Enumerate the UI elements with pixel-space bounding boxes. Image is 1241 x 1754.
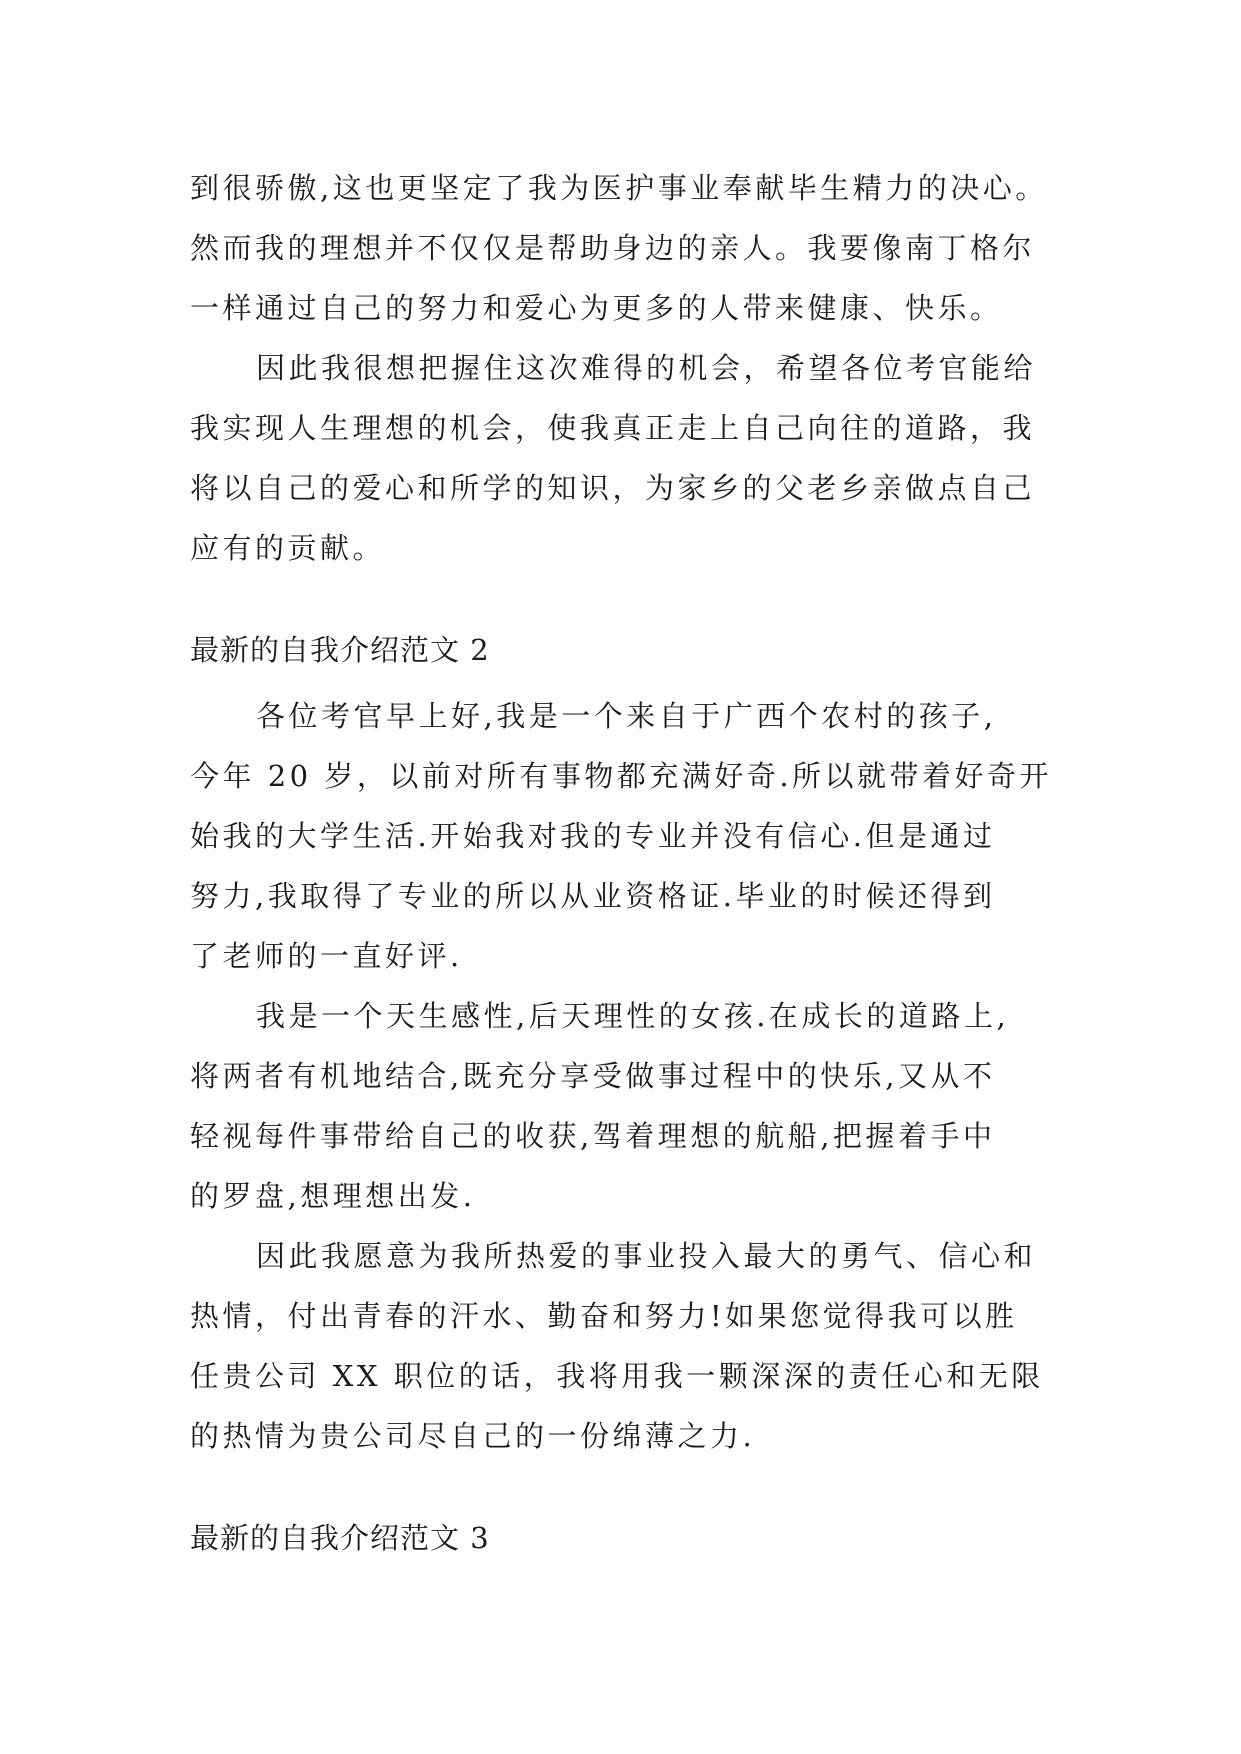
paragraph-line: 轻视每件事带给自己的收获,驾着理想的航船,把握着手中 xyxy=(190,1119,996,1153)
paragraph-line: 我是一个天生感性,后天理性的女孩.在成长的道路上, xyxy=(256,999,1010,1033)
paragraph-line: 一样通过自己的努力和爱心为更多的人带来健康、快乐。 xyxy=(190,291,1003,325)
paragraph-line: 我实现人生理想的机会，使我真正走上自己向往的道路，我 xyxy=(190,411,1036,445)
paragraph-line: 努力,我取得了专业的所以从业资格证.毕业的时候还得到 xyxy=(190,879,996,913)
paragraph-line: 始我的大学生活.开始我对我的专业并没有信心.但是通过 xyxy=(190,819,996,853)
section-heading: 最新的自我介绍范文 2 xyxy=(190,633,490,667)
paragraph-line: 的热情为贵公司尽自己的一份绵薄之力. xyxy=(190,1419,756,1453)
paragraph-line: 各位考官早上好,我是一个来自于广西个农村的孩子, xyxy=(256,699,997,733)
paragraph-line: 因此我很想把握住这次难得的机会，希望各位考官能给 xyxy=(256,351,1037,385)
paragraph-line: 今年 20 岁，以前对所有事物都充满好奇.所以就带着好奇开 xyxy=(190,759,1053,793)
paragraph-line: 任贵公司 XX 职位的话，我将用我一颗深深的责任心和无限 xyxy=(190,1359,1044,1393)
paragraph-line: 应有的贡献。 xyxy=(190,531,386,565)
paragraph-line: 热情，付出青春的汗水、勤奋和努力!如果您觉得我可以胜 xyxy=(190,1299,1018,1333)
paragraph-line: 了老师的一直好评. xyxy=(190,939,463,973)
paragraph-line: 将两者有机地结合,既充分享受做事过程中的快乐,又从不 xyxy=(190,1059,996,1093)
paragraph-line: 将以自己的爱心和所学的知识，为家乡的父老乡亲做点自己 xyxy=(190,471,1036,505)
paragraph-line: 然而我的理想并不仅仅是帮助身边的亲人。我要像南丁格尔 xyxy=(190,231,1036,265)
section-heading: 最新的自我介绍范文 3 xyxy=(190,1521,490,1555)
paragraph-line: 因此我愿意为我所热爱的事业投入最大的勇气、信心和 xyxy=(256,1239,1037,1273)
paragraph-line: 的罗盘,想理想出发. xyxy=(190,1179,476,1213)
paragraph-line: 到很骄傲,这也更坚定了我为医护事业奉献毕生精力的决心。 xyxy=(190,171,1048,205)
